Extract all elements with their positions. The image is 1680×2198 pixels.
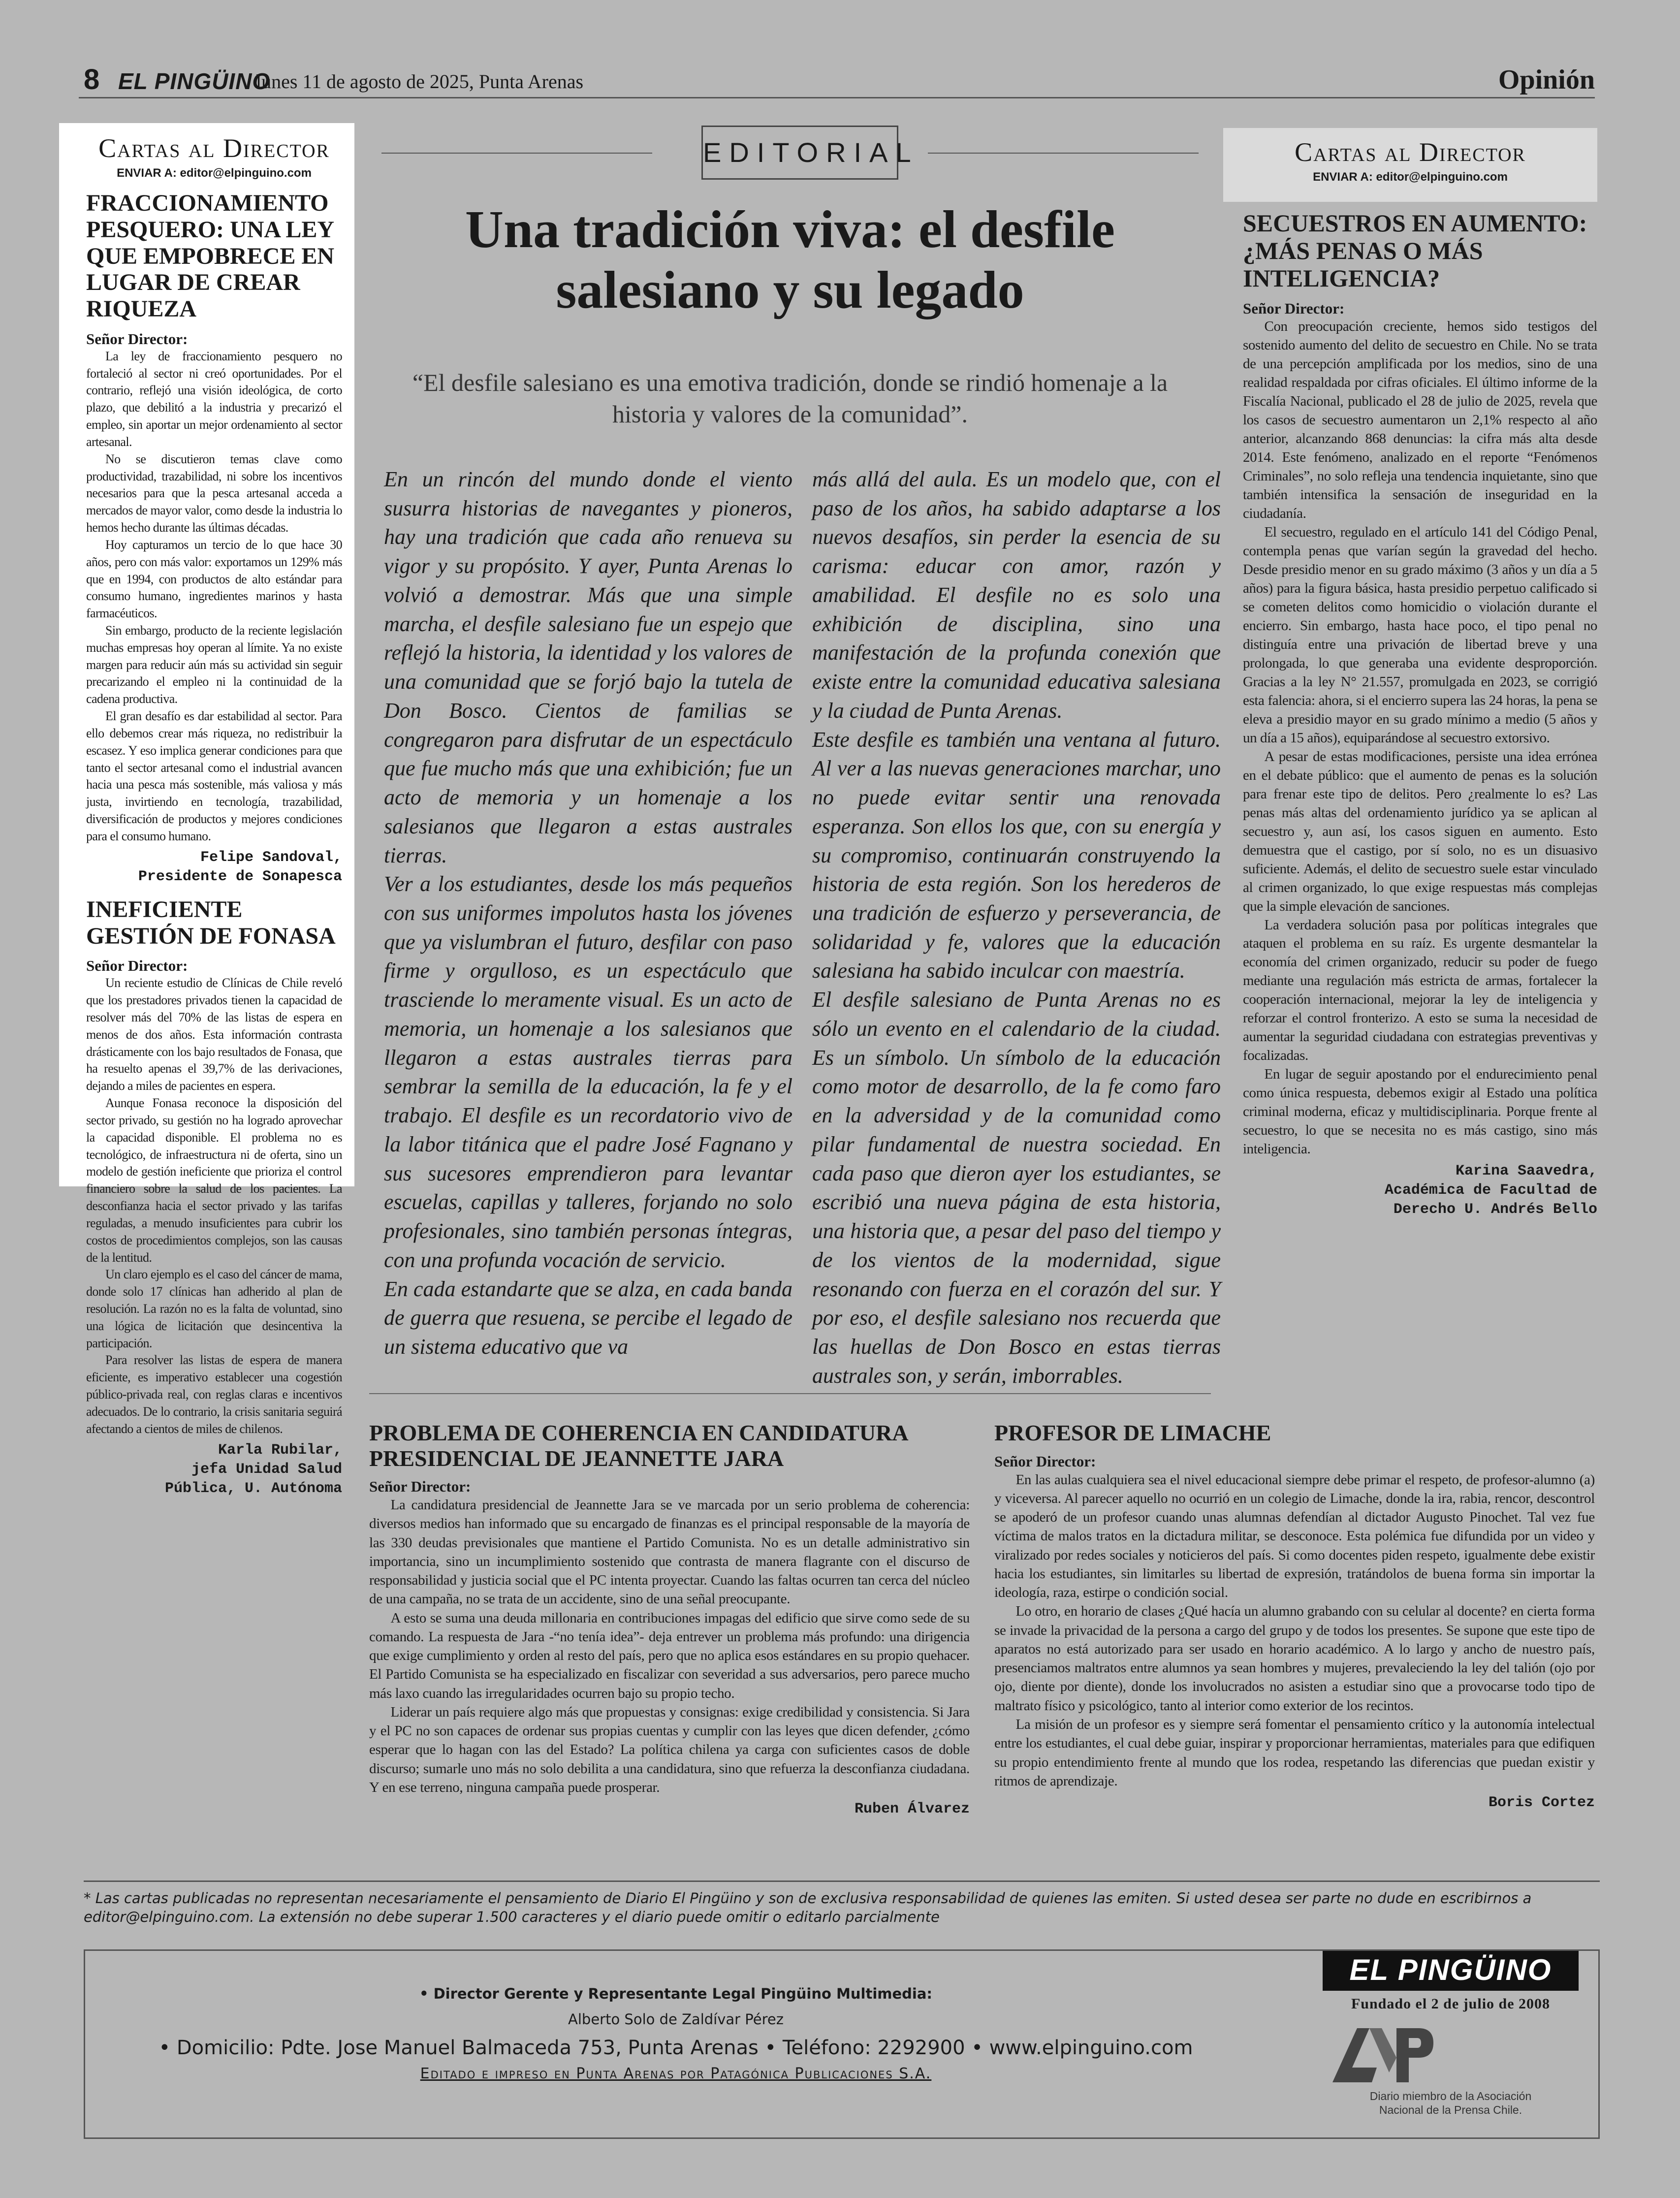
signature-line: Boris Cortez	[1488, 1794, 1595, 1812]
printed-by: Editado e impreso en Punta Arenas por Patagónica Publicaciones S.A.	[420, 2065, 932, 2082]
salutation: Señor Director:	[994, 1452, 1096, 1470]
letter-paragraph: La candidatura presidencial de Jeannette Jara se ve marcada por un serio problema de coherencia: diversos medios han informado que su encargado de finanzas es el principal responsable de la mayoría de las 330 deudas previsionales que mantiene el Partido Comunista. No es un detalle administrativo sin importancia, sino un incumplimiento sostenido que contrasta de manera flagrante con el discurso de responsabilidad y justicia social que el PC intenta proyectar. Cuando las faltas ocurren tan cerca del núcleo de una campaña, no se trata de un accidente, sino de una señal preocupante.	[369, 1497, 970, 1607]
salutation: Señor Director:	[1243, 300, 1345, 317]
anp-text-line: Nacional de la Prensa Chile.	[1379, 2103, 1522, 2116]
signature-line: Felipe Sandoval,	[200, 849, 342, 866]
editorial-paragraph: En cada estandarte que se alza, en cada banda de guerra que resuena, se percibe el legado de un sistema educativo que va	[384, 1276, 792, 1359]
letter-paragraph: Con preocupación creciente, hemos sido testigos del sostenido aumento del delito de secuestro en Chile. No se trata de una percepción amplificada por los medios, sino de una realidad respaldada por cifras oficiales. El último informe de la Fiscalía Nacional, publicado el 28 de julio de 2025, revela que los casos de secuestro aumentaron un 2,1% respecto al año anterior, alcanzando 868 denuncias: la cifra más alta desde 2014. Este fenómeno, analizado en el reporte “Fenómenos Criminales”, no solo refleja una tendencia inquietante, sino que también intensifica la sensación de inseguridad en la ciudadanía.	[1243, 319, 1597, 521]
letter-paragraph: Lo otro, en horario de clases ¿Qué hacía un alumno grabando con su celular al docente? en cierta forma se invade la privacidad de la persona a cargo del grupo y de todos los presentes. Se supone que este tipo de aparatos no está autorizado para ser usado en horario académico. A lo largo y ancho de nuestro país, presenciamos maltratos entre alumnos ya sean hombres y mujeres, prevaleciendo la ley del talión (ojo por ojo, diente por diente), donde los involucrados no asisten a estudiar sino que a provocarse todo tipo de maltrato físico y psicológico, tanto al interior como exterior de los recintos.	[994, 1603, 1595, 1714]
letter-paragraph: Liderar un país requiere algo más que propuestas y consignas: exige credibilidad y consistencia. Si Jara y el PC no son capaces de ordenar sus propias cuentas y cumplir con las leyes que dicen defender, ¿cómo esperar que lo hagan con las del Estado? La política chilena ya carga con suficientes casos de doble discurso; sumarle uno más no solo debilita a una candidatura, sino que refuerza la desconfianza ciudadana. Y en ese terreno, ninguna campaña puede prosperar.	[369, 1704, 970, 1796]
founded-date: Fundado el 2 de julio de 2008	[1351, 1996, 1551, 2012]
letters-header-right	[1223, 128, 1597, 202]
editorial-paragraph: Ver a los estudiantes, desde los más pequeños con sus uniformes impolutos hasta los jóvenes que ya vislumbran el futuro, desfilar con paso firme y orgulloso, es un espectáculo que trasciende lo meramente visual. Es un acto de memoria, un homenaje a los salesianos que llegaron a estas australes tierras para sembrar la semilla de la educación, la fe y el trabajo. El desfile es un recordatorio vivo de la labor titánica que el padre José Fagnano y sus sucesores emprendieron para levantar escuelas, capillas y talleres, forjando no solo profesionales, sino también personas íntegras, con una profunda vocación de servicio.	[384, 872, 792, 1272]
disclaimer-note: * Las cartas publicadas no representan necesariamente el pensamiento de Diario El Pingüino y son de exclusiva responsabilidad de quienes las emiten. Si usted desea ser parte no dude en escribirnos a editor@elpinguino.com. La extensión no debe superar 1.500 caracteres y el diario puede omitir o editarlo parcialmente	[84, 1880, 1600, 1927]
signature-line: Académica de Facultad de	[1384, 1182, 1597, 1199]
letters-email: ENVIAR A: editor@elpinguino.com	[117, 166, 312, 180]
letter-signature	[86, 848, 342, 887]
right-letters-column	[1223, 128, 1597, 1408]
footer-logo: EL PINGÜINO	[1323, 1951, 1579, 1991]
editorial-paragraph: más allá del aula. Es un modelo que, con el paso de los años, ha sabido adaptarse a los nuevos desafíos, sin perder la esencia de su carisma: educar con amor, razón y amabilidad. El desfile no es solo una exhibición de disciplina, sino una manifestación de la profunda conexión que existe entre la comunidad educativa salesiana y la ciudad de Punta Arenas.	[812, 467, 1221, 723]
masthead-name: EL PINGÜINO	[118, 68, 271, 94]
letter-paragraph: La ley de fraccionamiento pesquero no fortaleció al sector ni creó oportunidades. Por el contrario, reflejó una visión ideológica, de corto plazo, que debilitó a la industria y precarizó el empleo, sin aportar un mejor ordenamiento al sector artesanal.	[86, 349, 342, 449]
signature-line: Karina Saavedra,	[1455, 1163, 1597, 1180]
editorial-bottom-rule	[369, 1393, 1211, 1394]
letter-signature	[86, 1441, 342, 1498]
letters-title: Cartas al Director	[98, 133, 330, 163]
editorial-title: Una tradición viva: el desfile salesiano y su legado	[465, 200, 1115, 320]
editorial-paragraph: El desfile salesiano de Punta Arenas no es sólo un evento en el calendario de la ciudad. Es un símbolo. Un símbolo de la educación como motor de desarrollo, de la fe como faro en la adversidad y de la comunidad como pilar fundamental de nuestra sociedad. En cada paso que dieron ayer los estudiantes, se escribió una nueva página de esta historia, una historia que, a pesar del paso del tiempo y de los vientos de la modernidad, sigue resonando con fuerza en el corazón del sur. Y por eso, el desfile salesiano nos recuerda que las huellas de Don Bosco en estas tierras australes son, y serán, imborrables.	[812, 988, 1221, 1388]
editorial-column-2	[812, 465, 1221, 1391]
page-footer	[84, 1949, 1600, 2139]
letter-headline: SECUESTROS EN AUMENTO: ¿MÁS PENAS O MÁS INTELIGENCIA?	[1243, 209, 1587, 292]
letter-paragraph: El gran desafío es dar estabilidad al sector. Para ello debemos crear más riqueza, no redistribuir la escasez. Y eso implica generar condiciones para que tanto el sector artesanal como el industrial avancen hacia una pesca más sostenible, más valiosa y más justa, invirtiendo en tecnología, trazabilidad, diversificación de productos y mejores condiciones para el consumo humano.	[86, 709, 342, 843]
letter-paragraph: Para resolver las listas de espera de manera eficiente, es imperativo establecer una cogestión público-privada real, con reglas claras e incentivos adecuados. De lo contrario, la crisis sanitaria seguirá afectando a cientos de miles de chilenos.	[86, 1353, 342, 1436]
letter-headline: INEFICIENTE GESTIÓN DE FONASA	[86, 896, 336, 949]
editorial-paragraph: Este desfile es también una ventana al futuro. Al ver a las nuevas generaciones marchar, uno no puede evitar sentir una renovada esperanza. Son ellos los que, con su energía y su compromiso, continuarán construyendo la historia de esta región. Son los herederos de una tradición de esfuerzo y perseverancia, de solidaridad y fe, valores que la educación salesiana ha sabido inculcar con maestría.	[812, 727, 1221, 983]
editorial-label: EDITORIAL	[701, 126, 898, 180]
signature-line: Karla Rubilar,	[218, 1441, 342, 1459]
editorial-column-1	[384, 465, 792, 1362]
left-letters-column	[59, 123, 354, 1767]
address-line: • Domicilio: Pdte. Jose Manuel Balmaceda 753, Punta Arenas • Teléfono: 2292900 • www.elpinguino.com	[158, 2037, 1193, 2059]
date-line: lunes 11 de agosto de 2025, Punta Arenas	[256, 70, 584, 93]
letter-paragraph: A pesar de estas modificaciones, persiste una idea errónea en el debate público: que el aumento de penas es la solución para frenar este tipo de delitos. Pero ¿realmente lo es? Las penas más altas del ordenamiento jurídico ya se aplican al secuestro y, aun así, los casos siguen en aumento. Esto demuestra que el castigo, por sí solo, no es un disuasivo suficiente. Además, el delito de secuestro suele estar vinculado al crimen organizado, lo que exige respuestas más complejas que la simple elevación de sanciones.	[1243, 748, 1597, 914]
letter-profesor-limache	[994, 1420, 1595, 1813]
letter-headline: PROBLEMA DE COHERENCIA EN CANDIDATURA PRESIDENCIAL DE JEANNETTE JARA	[369, 1420, 908, 1471]
anp-logo-text: ANP	[1323, 2018, 1324, 2019]
letter-paragraph: Sin embargo, producto de la reciente legislación muchas empresas hoy operan al límite. Ya no existe margen para reducir aún más su actividad sin seguir precarizando el empleo ni la continuidad de la cadena productiva.	[86, 623, 342, 706]
letter-paragraph: A esto se suma una deuda millonaria en contribuciones impagas del edificio que sirve como sede de su comando. La respuesta de Jara -“no tenía idea”- deja entrever un problema más profundo: una dirigencia que exige cumplimiento y orden al resto del país, pero que no aplica esos estándares en su propio quehacer. El Partido Comunista se ha especializado en fiscalizar con severidad a sus adversarios, pero parece mucho más laxo cuando las irregularidades ocurren bajo su propio techo.	[369, 1610, 970, 1701]
letter-paragraph: En las aulas cualquiera sea el nivel educacional siempre debe primar el respeto, de profesor-alumno (a) y viceversa. Al parecer aquello no ocurrió en un colegio de Limache, donde la ira, rabia, rencor, descontrol se apoderó de un profesor cuando unas alumnas defendían al dictador Augusto Pinochet. Tal vez fue víctima de malos tratos en la dictadura militar, se desconoce. Esta polémica fue difundida por un video y viralizado por redes sociales y noticieros del país. Si como docentes piden respeto, igualmente debe existir hacia los estudiantes, sin limitarles su libertad de expresión, tratándolos de buena forma sin importar la ideología, raza, estirpe o condición social.	[994, 1471, 1595, 1601]
letter-paragraph: El secuestro, regulado en el artículo 141 del Código Penal, contempla penas que varían según la gravedad del hecho. Desde presidio menor en su grado máximo (3 años y un día a 5 años) para la figura básica, hasta presidio perpetuo calificado si se cometen delitos como homicidio o violación durante el encierro. Sin embargo, hasta hace poco, el tipo penal no distinguía entre una privación de libertad breve y una prolongada, lo que generaba una evidente desproporción. Gracias a la ley N° 21.557, promulgada en 2023, se corrigió esta falencia: ahora, si el encierro supera las 24 horas, la pena se eleva a presidio mayor en su grado mínimo a medio (5 años y un día a 15 años), equiparándose al secuestro extorsivo.	[1243, 524, 1597, 746]
letters-header-left	[86, 133, 342, 180]
letter-fraccionamiento	[86, 190, 342, 887]
letter-paragraph: Un reciente estudio de Clínicas de Chile reveló que los prestadores privados tienen la capacidad de resolver más del 70% de las listas de espera en menos de dos años. Esta información contrasta drásticamente con los bajo resultados de Fonasa, que ha resuelto apenas el 39,7% de las derivaciones, dejando a miles de pacientes en espera.	[86, 976, 342, 1093]
letter-paragraph: La verdadera solución pasa por políticas integrales que ataquen el problema en su raíz. Es urgente desmantelar la economía del crimen organizado, reducir su poder de fuego mediante una regulación más estricta de armas, fortalecer la cooperación internacional, mejorar la ley de inteligencia y reforzar el control fronterizo. A esto se suma la necesidad de aumentar la seguridad ciudadana con estrategias preventivas y focalizadas.	[1243, 917, 1597, 1064]
editorial-paragraph: En un rincón del mundo donde el viento susurra historias de navegantes y pioneros, hay una tradición que cada año renueva su vigor y su propósito. Y ayer, Punta Arenas lo volvió a demostrar. Más que una simple marcha, el desfile salesiano fue un espejo que reflejó la historia, la identidad y los valores de una comunidad que se forjó bajo la tutela de Don Bosco. Cientos de familias se congregaron para disfrutar de un espectáculo que fue mucho más que una exhibición; fue un acto de memoria y un homenaje a los salesianos que llegaron a estas australes tierras.	[384, 467, 792, 867]
editorial-pull-quote: “El desfile salesiano es una emotiva tradición, donde se rindió homenaje a la historia y valores de la comunidad”.	[412, 369, 1168, 428]
anp-member-text	[1323, 2090, 1579, 2117]
section-title: Opinión	[1498, 64, 1595, 95]
letter-paragraph: La misión de un profesor es y siempre será fomentar el pensamiento crítico y la autonomía intelectual entre los estudiantes, el cual debe guiar, inspirar y proporcionar herramientas, materiales para que edifiquen su propio entendimiento frente al mundo que los rodea, respetando las diferencias que puedan existir y ritmos de aprendizaje.	[994, 1716, 1595, 1789]
letter-paragraph: Hoy capturamos un tercio de lo que hace 30 años, pero con más valor: exportamos un 129% más que en 1994, con productos de alto estándar para consumo humano, ingredientes marinos y hasta farmacéuticos.	[86, 537, 342, 621]
page-header	[79, 59, 1595, 98]
letter-signature	[1243, 1162, 1597, 1219]
signature-line: Derecho U. Andrés Bello	[1393, 1201, 1597, 1218]
signature-line: Pública, U. Autónoma	[164, 1480, 342, 1497]
letters-email: ENVIAR A: editor@elpinguino.com	[1313, 170, 1508, 184]
director-label: • Director Gerente y Representante Legal Pingüino Multimedia:	[419, 1985, 933, 2002]
letter-jeannette-jara	[369, 1420, 970, 1819]
editorial-rule	[928, 153, 1199, 154]
editorial-section	[369, 126, 1221, 1405]
page-number: 8	[84, 64, 100, 96]
letter-fonasa	[86, 896, 342, 1498]
salutation: Señor Director:	[86, 957, 188, 975]
letter-headline: FRACCIONAMIENTO PESQUERO: UNA LEY QUE EMPOBRECE EN LUGAR DE CREAR RIQUEZA	[86, 190, 335, 322]
letters-title: Cartas al Director	[1295, 137, 1526, 167]
signature-line: jefa Unidad Salud	[191, 1461, 342, 1478]
anp-logo-icon	[1323, 2018, 1441, 2087]
letter-paragraph: Aunque Fonasa reconoce la disposición del sector privado, su gestión no ha logrado aprovechar la capacidad disponible. El problema no es tecnológico, de infraestructura ni de oferta, sino un modelo de gestión ineficiente que prioriza el control financiero sobre la salud de los pacientes. La desconfianza hacia el sector privado y las tarifas reguladas, a menudo insuficientes para cubrir los costos de procedimientos complejos, son las causas de la lentitud.	[86, 1096, 342, 1265]
signature-line: Ruben Álvarez	[854, 1801, 970, 1818]
salutation: Señor Director:	[369, 1478, 471, 1496]
footer-info	[85, 1985, 1267, 2082]
letter-paragraph: No se discutieron temas clave como productividad, trazabilidad, ni sobre los incentivos necesarios para que la pesca artesanal acceda a mercados de mayor valor, como desde la industria lo hemos hecho durante las últimas décadas.	[86, 451, 342, 535]
anp-text-line: Diario miembro de la Asociación	[1369, 2090, 1532, 2102]
letter-paragraph: Un claro ejemplo es el caso del cáncer de mama, donde solo 17 clínicas han adherido al plan de resolución. La razón no es la falta de voluntad, sino una lógica de licitación que desincentiva la participación.	[86, 1267, 342, 1350]
salutation: Señor Director:	[86, 330, 188, 348]
signature-line: Presidente de Sonapesca	[138, 868, 342, 885]
editorial-rule	[381, 153, 652, 154]
director-name: Alberto Solo de Zaldívar Pérez	[568, 2011, 784, 2028]
letter-paragraph: En lugar de seguir apostando por el endurecimiento penal como única respuesta, debemos exigir al Estado una política criminal moderna, eficaz y multidisciplinaria. Porque frente al secuestro, lo que se necesita no es más castigo, sino más inteligencia.	[1243, 1066, 1597, 1157]
letter-headline: PROFESOR DE LIMACHE	[994, 1420, 1271, 1445]
letter-secuestros	[1243, 209, 1597, 1219]
footer-brand	[1323, 1951, 1579, 2117]
letter-signature	[369, 1800, 970, 1819]
letter-signature	[994, 1793, 1595, 1813]
